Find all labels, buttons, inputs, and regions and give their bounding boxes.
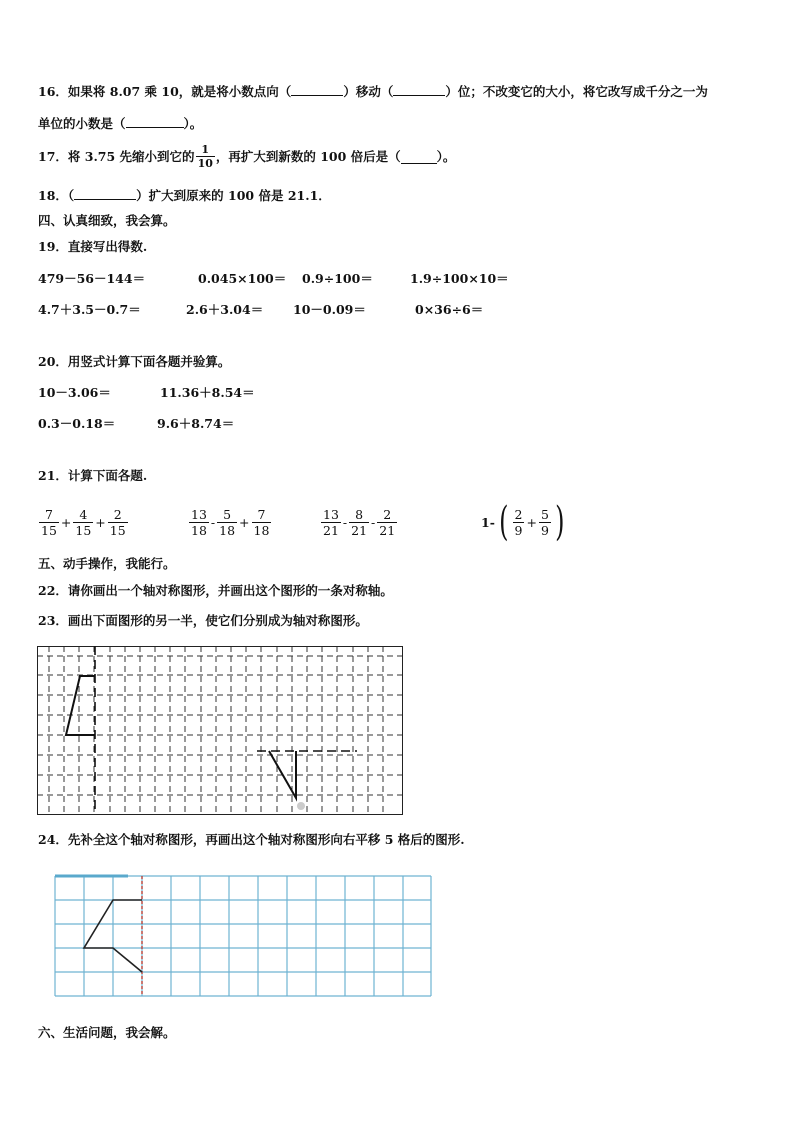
fraction <box>189 507 209 538</box>
numerator: 13 <box>323 506 339 522</box>
q20-title: 20．用竖式计算下面各题并验算。 <box>38 354 231 369</box>
operator: - <box>371 514 376 530</box>
q18-number: 18． <box>38 188 68 203</box>
q16-text-5: ）。 <box>183 116 203 131</box>
denominator: 18 <box>191 522 207 538</box>
q19-r1-c2: 0.045×100＝ <box>198 271 287 286</box>
denominator: 18 <box>219 522 236 538</box>
operator: + <box>239 514 250 530</box>
fraction <box>321 507 341 538</box>
fraction <box>349 507 369 538</box>
numerator: 7 <box>252 507 272 523</box>
numerator: 2 <box>514 506 523 522</box>
q23-grid-figure[interactable] <box>37 646 405 816</box>
fraction <box>73 507 93 538</box>
denominator: 21 <box>323 522 339 538</box>
fraction <box>108 507 128 538</box>
q17-blank[interactable] <box>401 150 437 164</box>
q18-line <box>38 186 331 205</box>
q17-fraction-numerator: 1 <box>196 143 215 157</box>
q24-text: 24．先补全这个轴对称图形，再画出这个轴对称图形向右平移 5 格后的图形. <box>38 832 465 847</box>
q17-fraction <box>196 143 215 170</box>
q19-r1-c4: 1.9÷100×10＝ <box>410 271 509 286</box>
q16-blank-3[interactable] <box>126 114 184 128</box>
fraction <box>539 507 551 538</box>
prefix: 1- <box>481 514 495 530</box>
q19-r2-c1: 4.7＋3.5－0.7＝ <box>38 302 141 317</box>
q23-grid-border <box>38 647 403 815</box>
fraction <box>39 507 59 538</box>
section-5-heading: 五、动手操作，我能行。 <box>38 556 176 571</box>
q18-blank[interactable] <box>74 186 136 200</box>
section-4-heading: 四、认真细致，我会算。 <box>38 213 176 228</box>
numerator: 4 <box>73 507 93 523</box>
numerator: 2 <box>108 507 128 523</box>
numerator: 7 <box>39 507 59 523</box>
q23-mark-dot <box>297 802 305 810</box>
q20-r2-c1: 0.3－0.18＝ <box>38 416 116 431</box>
q19-r1-c1: 479－56－144＝ <box>38 271 146 286</box>
numerator: 5 <box>217 507 237 523</box>
numerator: 5 <box>540 506 549 522</box>
q19-r2-c3: 10－0.09＝ <box>293 302 366 317</box>
q19-title: 19．直接写出得数. <box>38 239 148 254</box>
q20-r1-c1: 10－3.06＝ <box>38 385 111 400</box>
operator: + <box>60 514 72 530</box>
q16-text-1: 如果将 8.07 乘 10，就是将小数点向（ <box>67 84 292 99</box>
q16-text-2: ）移动（ <box>343 84 394 99</box>
q23-half-trapezoid <box>66 676 95 735</box>
q21-expression-1 <box>38 503 129 541</box>
q23-grid-lines <box>37 646 403 814</box>
denominator: 9 <box>514 522 523 538</box>
operator: + <box>95 514 106 530</box>
q19-r1-c3: 0.9÷100＝ <box>302 271 373 286</box>
q17-line <box>38 143 455 170</box>
q16-line1 <box>38 82 708 101</box>
numerator: 8 <box>349 507 369 523</box>
q16-text-4: 单位的小数是（ <box>38 116 126 131</box>
denominator: 15 <box>109 522 126 538</box>
fraction <box>377 507 397 538</box>
q21-expression-2 <box>188 503 272 541</box>
q20-r1-c2: 11.36＋8.54＝ <box>160 385 255 400</box>
q23-text: 23．画出下面图形的另一半，使它们分别成为轴对称图形。 <box>38 613 368 628</box>
q21-title: 21．计算下面各题. <box>38 468 148 483</box>
q16-number: 16． <box>38 84 68 99</box>
section-6-heading: 六、生活问题，我会解。 <box>38 1025 176 1040</box>
numerator: 2 <box>377 507 397 523</box>
q24-grid-figure[interactable] <box>53 872 435 1002</box>
operator: - <box>210 514 216 530</box>
q18-text-1: （ <box>67 188 75 203</box>
q17-text-1: 将 3.75 先缩小到它的 <box>67 148 195 164</box>
q16-line2 <box>38 114 202 133</box>
numerator: 13 <box>191 506 207 522</box>
q18-text-2: ）扩大到原来的 100 倍是 21.1． <box>136 188 331 203</box>
q20-r2-c2: 9.6＋8.74＝ <box>157 416 235 431</box>
left-paren: ( <box>499 499 509 545</box>
q21-expression-4 <box>480 501 568 543</box>
denominator: 9 <box>540 522 549 538</box>
q19-r2-c2: 2.6＋3.04＝ <box>186 302 264 317</box>
q17-fraction-denominator: 10 <box>197 157 213 170</box>
denominator: 15 <box>75 522 92 538</box>
fraction <box>217 507 237 538</box>
denominator: 15 <box>41 522 57 538</box>
q19-r2-c4: 0×36÷6＝ <box>415 302 484 317</box>
fraction <box>513 507 525 538</box>
q17-text-3: ）。 <box>436 148 456 164</box>
q16-blank-1[interactable] <box>291 82 343 96</box>
q24-grid-lines <box>55 876 431 996</box>
q16-blank-2[interactable] <box>393 82 445 96</box>
q16-text-3: ）位；不改变它的大小，将它改写成千分之一为 <box>445 84 708 99</box>
denominator: 18 <box>253 522 270 538</box>
right-paren: ) <box>555 499 565 545</box>
q17-text-2: ，再扩大到新数的 100 倍后是（ <box>215 148 401 164</box>
q17-number: 17． <box>38 148 68 164</box>
denominator: 21 <box>379 522 396 538</box>
q21-expression-3 <box>320 503 398 541</box>
operator: + <box>526 514 537 530</box>
fraction <box>252 507 272 538</box>
q22-text: 22．请你画出一个轴对称图形，并画出这个图形的一条对称轴。 <box>38 583 393 598</box>
denominator: 21 <box>351 522 368 538</box>
operator: - <box>342 514 348 530</box>
